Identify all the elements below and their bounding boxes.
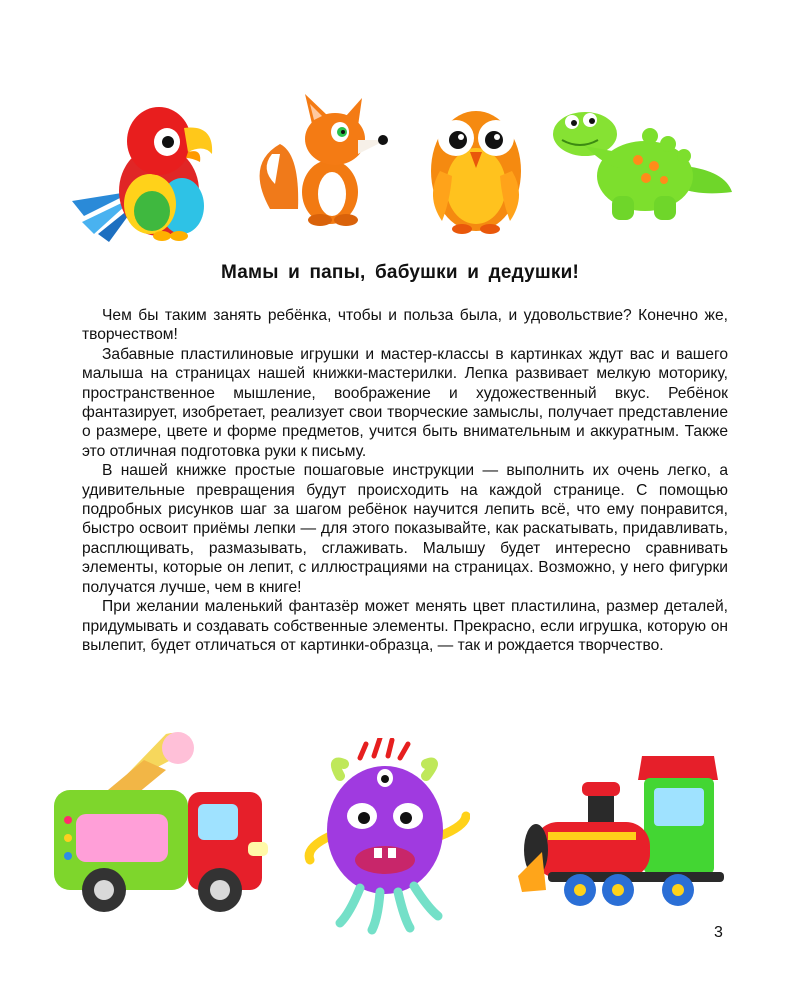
paragraph: Забавные пластилиновые игрушки и мастер-классы в картинках ждут вас и вашего малыша на страницах нашей книжки-мастерилки. Лепка развивает мелкую моторику, пространственное мышление, воображение и художественный вкус. Ребёнок фантазирует, изобретает, реализует свои творческие замыслы, получает представление о размере, цвете и форме предметов, учится быть внимательным и аккуратным. Также это отличная подготовка руки к письму. bbox=[82, 345, 728, 460]
dinosaur-illustration bbox=[550, 96, 735, 226]
intro-text bbox=[82, 306, 728, 655]
page-heading: Мамы и папы, бабушки и дедушки! bbox=[220, 262, 580, 283]
train-illustration bbox=[518, 752, 728, 912]
ice-cream-truck-illustration bbox=[48, 720, 278, 920]
fox-illustration bbox=[250, 94, 390, 229]
paragraph: В нашей книжке простые пошаговые инструкции — выполнить их очень легко, а удивительные превращения будут происходить на каждой странице. С помощью подробных рисунков шаг за шагом ребёнок научится лепить всё, что ему понравится, быстро освоит приёмы лепки — для этого показывайте, как раскатывать, придавливать, расплющивать, размазывать, сглаживать. Малышу будет интересно сравнивать элементы, которые он лепит, с иллюстрациями на страницах. Возможно, у него фигурки получатся лучше, чем в книге! bbox=[82, 462, 728, 596]
paragraph: При желании маленький фантазёр может менять цвет пластилина, размер деталей, придумывать и создавать собственные элементы. Прекрасно, если игрушка, которую он вылепит, будет отличаться от картинки-образца, — так и рождается творчество. bbox=[82, 598, 728, 654]
owl-illustration bbox=[420, 96, 530, 236]
paragraph: Чем бы таким занять ребёнка, чтобы и польза была, и удовольствие? Конечно же, творчеством! bbox=[82, 307, 728, 344]
parrot-illustration bbox=[64, 96, 224, 246]
monster-illustration bbox=[300, 738, 470, 938]
page-number: 3 bbox=[714, 924, 723, 941]
